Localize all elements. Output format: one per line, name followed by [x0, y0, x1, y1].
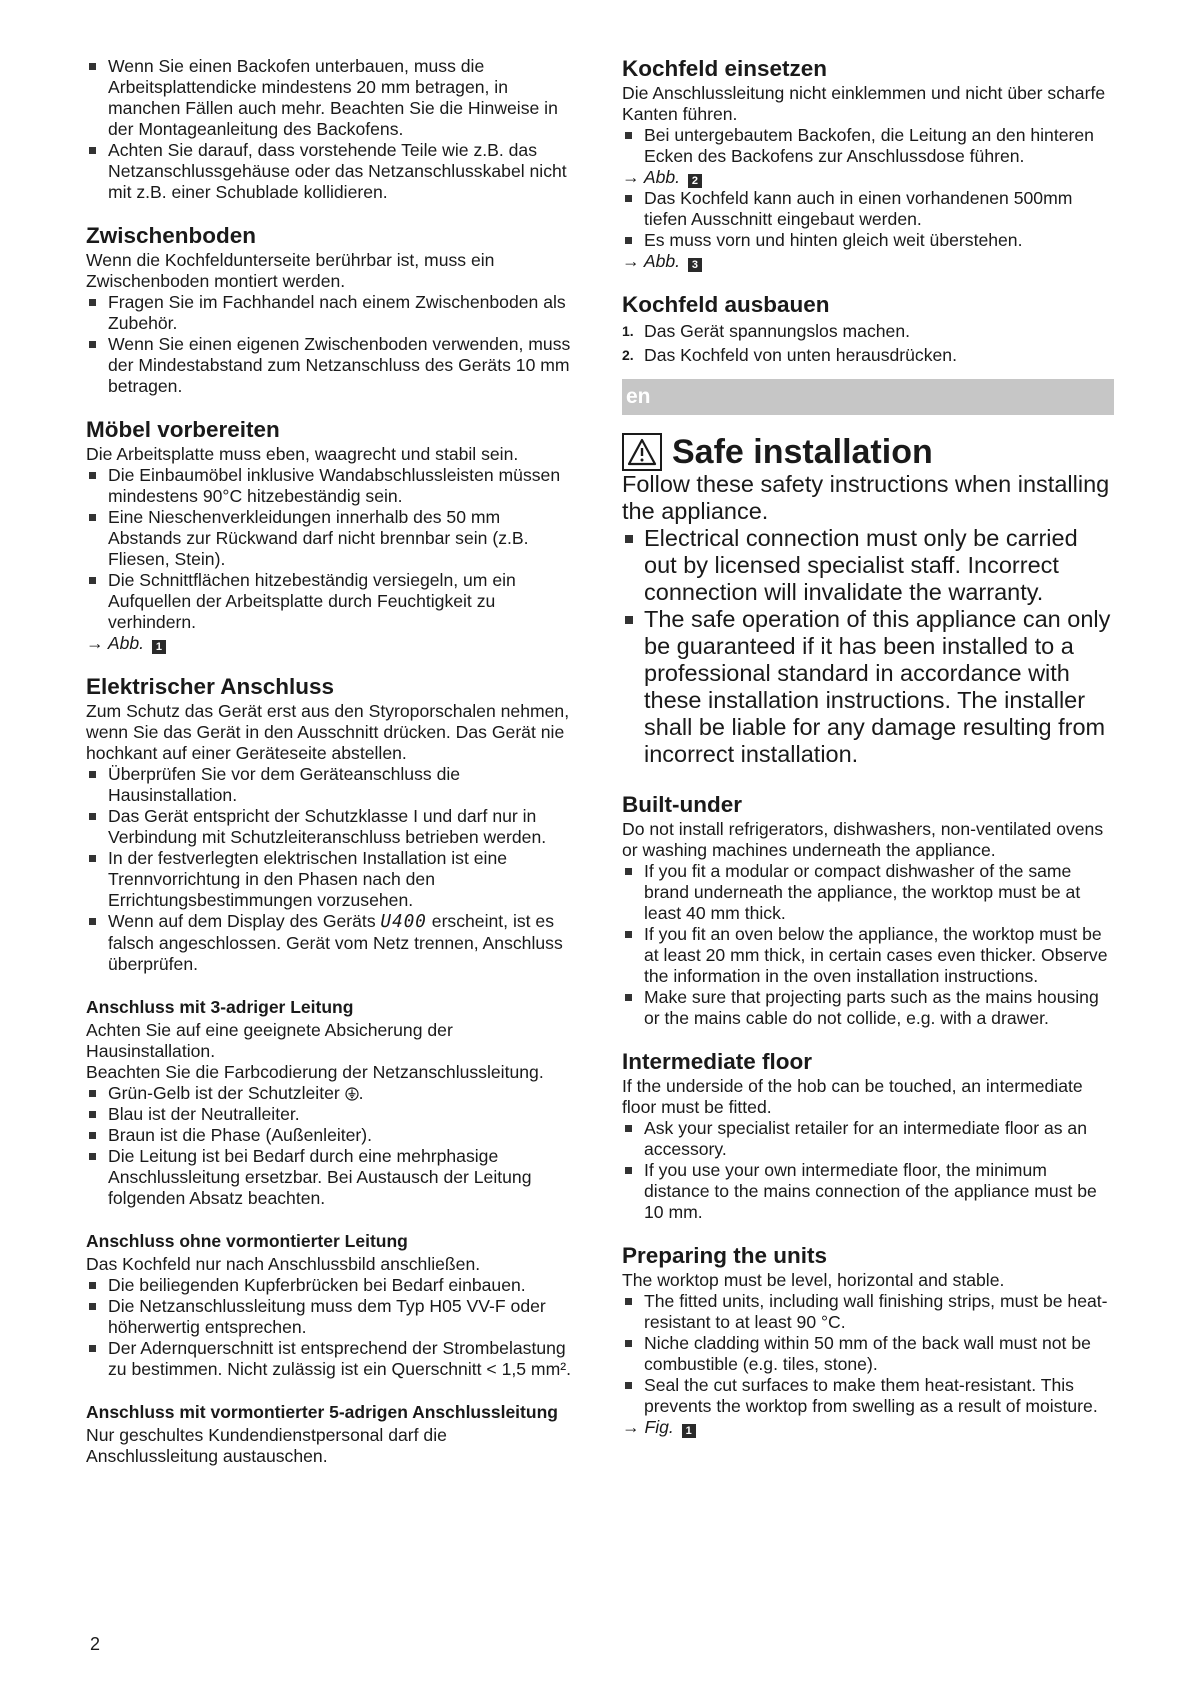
list-item: Achten Sie darauf, dass vorstehende Teile wie z.B. das Netzanschlussgehäuse oder das Netzanschlusskabel nicht mit z.B. einer Schublade kollidieren.	[86, 140, 576, 203]
paragraph: Achten Sie auf eine geeignete Absicherung der Hausinstallation.	[86, 1020, 453, 1061]
display-text-before: Wenn auf dem Display des Geräts	[108, 911, 376, 931]
list-item: Die Netzanschlussleitung muss dem Typ H05 VV-F oder höherwertig entsprechen.	[86, 1296, 576, 1338]
paragraph: Wenn die Kochfeldunterseite berührbar ist, muss ein Zwischenboden montiert werden.	[86, 250, 495, 291]
intro-bullet-list	[86, 56, 576, 203]
list-item: Überprüfen Sie vor dem Geräteanschluss die Hausinstallation.	[86, 764, 576, 806]
safe-installation-title	[622, 433, 1114, 471]
paragraph: Follow these safety instructions when installing the appliance.	[622, 471, 1110, 524]
paragraph: If the underside of the hob can be touched, an intermediate floor must be fitted.	[622, 1076, 1083, 1117]
heading-kochfeld-einsetzen: Kochfeld einsetzen	[622, 56, 828, 81]
figure-number-badge: 3	[688, 258, 702, 272]
heading-anschluss-ohne-leitung: Anschluss ohne vormontierter Leitung	[86, 1231, 408, 1251]
ground-text: Grün-Gelb ist der Schutzleiter	[108, 1083, 340, 1103]
heading-kochfeld-ausbauen: Kochfeld ausbauen	[622, 292, 830, 317]
step-number: 1.	[622, 323, 634, 339]
list-item: Es muss vorn und hinten gleich weit überstehen.	[622, 230, 1114, 251]
list-item: Das Gerät entspricht der Schutzklasse I und darf nur in Verbindung mit Schutzleiteranschluss betrieben werden.	[86, 806, 576, 848]
list-item	[622, 319, 1114, 343]
figure-number-badge: 2	[688, 174, 702, 188]
list-item: Bei untergebautem Backofen, die Leitung an den hinteren Ecken des Backofens zur Anschlussdose führen.	[622, 125, 1114, 167]
heading-zwischenboden: Zwischenboden	[86, 223, 257, 248]
list-item: If you fit an oven below the appliance, the worktop must be at least 20 mm thick, in certain cases even thicker. Observe the information in the oven installation instructions.	[622, 924, 1114, 987]
ground-text-end: .	[358, 1083, 364, 1103]
page-title: Safe installation	[672, 433, 933, 471]
language-bar: en	[622, 379, 1114, 415]
bullet-list	[622, 1291, 1114, 1417]
figure-label: Abb.	[643, 167, 681, 187]
list-item: Make sure that projecting parts such as the mains housing or the mains cable do not collide, e.g. with a drawer.	[622, 987, 1114, 1029]
bullet-list	[86, 764, 576, 975]
heading-built-under: Built-under	[622, 792, 742, 817]
arrow-icon: →	[86, 633, 104, 653]
figure-reference	[86, 633, 576, 654]
list-item: Wenn Sie einen Backofen unterbauen, muss die Arbeitsplattendicke mindestens 20 mm betragen, in manchen Fällen auch mehr. Beachten Sie die Hinweise in der Montageanleitung des Backofens.	[86, 56, 576, 140]
step-text: Das Kochfeld von unten herausdrücken.	[644, 345, 957, 365]
list-item: Wenn Sie einen eigenen Zwischenboden verwenden, muss der Mindestabstand zum Netzanschluss des Geräts 10 mm betragen.	[86, 334, 576, 397]
list-item: Fragen Sie im Fachhandel nach einem Zwischenboden als Zubehör.	[86, 292, 576, 334]
heading-moebel-vorbereiten: Möbel vorbereiten	[86, 417, 280, 442]
paragraph: Do not install refrigerators, dishwashers, non-ventilated ovens or washing machines underneath the appliance.	[622, 819, 1104, 860]
heading-anschluss-3-adrig: Anschluss mit 3-adriger Leitung	[86, 997, 354, 1017]
list-item: Die beiliegenden Kupferbrücken bei Bedarf einbauen.	[86, 1275, 576, 1296]
figure-reference	[622, 251, 1114, 272]
list-item: Ask your specialist retailer for an intermediate floor as an accessory.	[622, 1118, 1114, 1160]
paragraph: Beachten Sie die Farbcodierung der Netzanschlussleitung.	[86, 1062, 544, 1082]
figure-reference	[622, 1417, 1114, 1438]
list-item: Eine Nieschenverkleidungen innerhalb des 50 mm Abstands zur Rückwand darf nicht brennbar sein (z.B. Fliesen, Stein).	[86, 507, 576, 570]
list-item: Niche cladding within 50 mm of the back wall must not be combustible (e.g. tiles, stone).	[622, 1333, 1114, 1375]
ground-symbol-icon	[345, 1083, 359, 1103]
list-item: Braun ist die Phase (Außenleiter).	[86, 1125, 576, 1146]
list-item: Die Einbaumöbel inklusive Wandabschlussleisten müssen mindestens 90°C hitzebeständig sein.	[86, 465, 576, 507]
arrow-icon: →	[622, 251, 640, 271]
list-item: Blau ist der Neutralleiter.	[86, 1104, 576, 1125]
list-item: Das Kochfeld kann auch in einen vorhandenen 500mm tiefen Ausschnitt eingebaut werden.	[622, 188, 1114, 230]
list-item: Seal the cut surfaces to make them heat-resistant. This prevents the worktop from swelling as a result of moisture.	[622, 1375, 1114, 1417]
list-item: Die Leitung ist bei Bedarf durch eine mehrphasige Anschlussleitung ersetzbar. Bei Austausch der Leitung folgenden Absatz beachten.	[86, 1146, 576, 1209]
figure-label: Fig.	[644, 1417, 674, 1437]
heading-preparing-units: Preparing the units	[622, 1243, 828, 1268]
bullet-list	[86, 465, 576, 633]
paragraph: Zum Schutz das Gerät erst aus den Styroporschalen nehmen, wenn Sie das Gerät in den Ausschnitt drücken. Das Gerät nie hochkant auf einer Geräteseite abstellen.	[86, 701, 570, 763]
list-item	[622, 343, 1114, 367]
numbered-list	[622, 319, 1114, 367]
paragraph: Das Kochfeld nur nach Anschlussbild anschließen.	[86, 1254, 481, 1274]
arrow-icon: →	[622, 1417, 640, 1437]
paragraph: The worktop must be level, horizontal and stable.	[622, 1270, 1005, 1290]
step-text: Das Gerät spannungslos machen.	[644, 321, 911, 341]
display-text-after: erscheint, ist es falsch angeschlossen. Gerät vom Netz trennen, Anschluss überprüfen.	[108, 911, 563, 974]
bullet-list	[622, 861, 1114, 1029]
bullet-list	[86, 292, 576, 397]
page-number: 2	[90, 1634, 101, 1654]
bullet-list	[622, 188, 1114, 251]
figure-number-badge: 1	[682, 1424, 696, 1438]
figure-label: Abb.	[107, 633, 145, 653]
bullet-list	[622, 1118, 1114, 1223]
heading-elektrischer-anschluss: Elektrischer Anschluss	[86, 674, 335, 699]
list-item: The safe operation of this appliance can only be guaranteed if it has been installed to a professional standard in accordance with these installation instructions. The installer shall be liable for any damage resulting from incorrect installation.	[622, 606, 1114, 768]
heading-anschluss-5-adrig: Anschluss mit vormontierter 5-adrigen Anschlussleitung	[86, 1402, 558, 1422]
bullet-list	[86, 1083, 576, 1209]
paragraph: Die Arbeitsplatte muss eben, waagrecht und stabil sein.	[86, 444, 519, 464]
bullet-list	[86, 1275, 576, 1380]
figure-label: Abb.	[643, 251, 681, 271]
list-item	[86, 1083, 576, 1104]
paragraph: Nur geschultes Kundendienstpersonal darf die Anschlussleitung austauschen.	[86, 1425, 447, 1466]
list-item	[86, 911, 576, 975]
list-item: The fitted units, including wall finishing strips, must be heat-resistant to at least 90 °C.	[622, 1291, 1114, 1333]
list-item: In der festverlegten elektrischen Installation ist eine Trennvorrichtung in den Phasen nach den Errichtungsbestimmungen vorzusehen.	[86, 848, 576, 911]
figure-reference	[622, 167, 1114, 188]
list-item: If you fit a modular or compact dishwasher of the same brand underneath the appliance, the worktop must be at least 40 mm thick.	[622, 861, 1114, 924]
bullet-list	[622, 125, 1114, 167]
right-column	[622, 56, 1114, 1438]
left-column	[86, 56, 576, 1467]
figure-number-badge: 1	[152, 640, 166, 654]
bullet-list	[622, 525, 1114, 768]
list-item: Electrical connection must only be carried out by licensed specialist staff. Incorrect connection will invalidate the warranty.	[622, 525, 1114, 606]
display-code: U400	[380, 912, 427, 932]
paragraph: Die Anschlussleitung nicht einklemmen und nicht über scharfe Kanten führen.	[622, 83, 1106, 124]
arrow-icon: →	[622, 167, 640, 187]
step-number: 2.	[622, 347, 634, 363]
heading-intermediate-floor: Intermediate floor	[622, 1049, 813, 1074]
list-item: If you use your own intermediate floor, the minimum distance to the mains connection of the appliance must be 10 mm.	[622, 1160, 1114, 1223]
list-item: Die Schnittflächen hitzebeständig versiegeln, um ein Aufquellen der Arbeitsplatte durch Feuchtigkeit zu verhindern.	[86, 570, 576, 633]
list-item: Der Adernquerschnitt ist entsprechend der Strombelastung zu bestimmen. Nicht zulässig ist ein Querschnitt < 1,5 mm².	[86, 1338, 576, 1380]
warning-icon	[622, 433, 662, 471]
